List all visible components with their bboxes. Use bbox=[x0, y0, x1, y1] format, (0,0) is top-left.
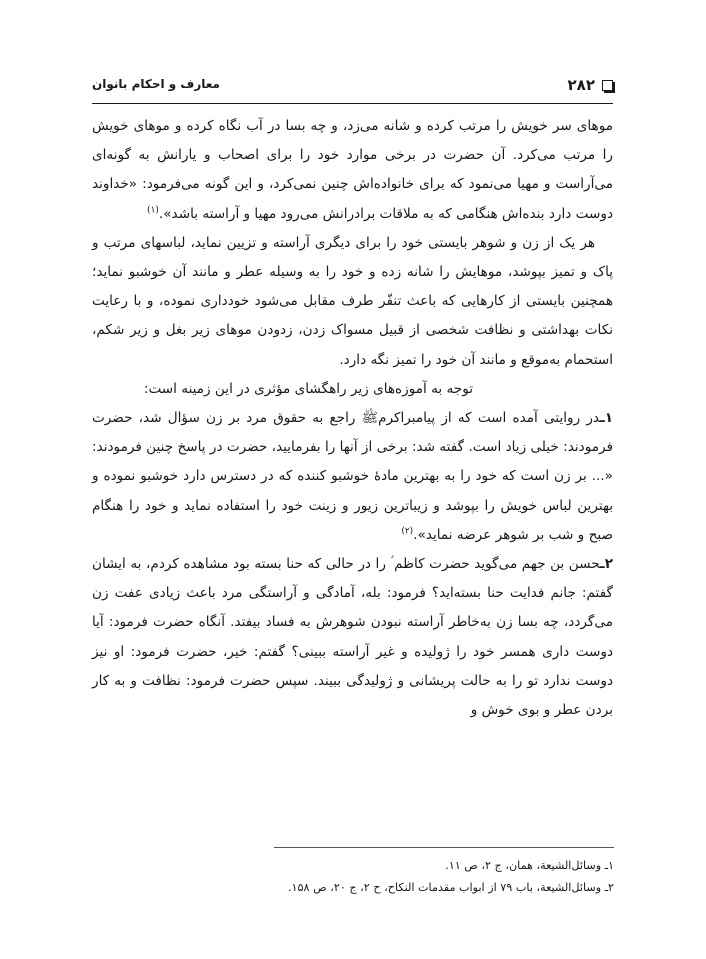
paragraph-item-2: ۲ـحسن بن جهم می‌گوید حضرت کاظم ؑ را در حالی که حنا بسته بود مشاهده کردم، به ایشان گفتم: جانم فدایت حنا بسته‌اید؟ فرمود: بله، آمادگی و آراستگی مرد باعث زیادی عفت زن می‌گردد، چه بسا زن به‌خاطر آراسته نبودن شوهرش به فساد بیفتد. آنگاه حضرت فرمود: آیا دوست داری همسر خود را ژولیده و غیر آراسته ببینی؟ گفتم: خیر، حضرت فرمود: او نیز دوست ندارد تو را به حالت پریشانی و ژولیدگی ببیند. سپس حضرت فرمود: نظافت و به کار بردن عطر و بوی خوش و bbox=[92, 556, 613, 719]
paragraph-item-1: ۱ـدر روایتی آمده است که از پیامبراکرمﷺ راجع به حقوق مرد بر زن سؤال شد، حضرت فرمودند: خیلی زیاد است. گفته شد: برخی از آنها را بفرمایید، حضرت در پاسخ چنین فرمودند: «... بر زن است که خود را به بهترین مادهٔ خوشبو کننده که در دسترس دارد خوشبو نموده و بهترین لباس خویش را بپوشد و زیباترین زیور و زینت خود را استفاده نماید و خود را هنگام صبح و شب بر شوهر عرضه نماید».$^{(۲)}$ bbox=[92, 410, 613, 543]
footnote-1: ۱ـ وسائل‌الشیعة، همان، ج ۲، ص ۱۱. bbox=[445, 859, 614, 872]
footnote-ref-2: (۲) bbox=[401, 526, 414, 537]
main-text bbox=[92, 112, 613, 725]
footnote-ref-1: (۱) bbox=[147, 205, 159, 216]
square-bullet-icon bbox=[602, 80, 613, 91]
footnote-divider bbox=[274, 847, 614, 848]
item-number-2: ۲ـ bbox=[600, 556, 613, 573]
footnote-2: ۲ـ وسائل‌الشیعة، باب ۷۹ از ابواب مقدمات النکاح، ح ۲، ج ۲۰، ص ۱۵۸. bbox=[287, 881, 614, 894]
item-number-1: ۱ـ bbox=[600, 410, 613, 427]
paragraph-1: موهای سر خویش را مرتب کرده و شانه می‌زد، و چه بسا در آب نگاه کرده و موهای خویش را مرتب می‌کرد. آن حضرت در برخی موارد خود را برای اصحاب و یارانش به گونه‌ای می‌آراست و مهیا می‌نمود که برای خانواده‌اش چنین نمی‌کرد، و این گونه می‌فرمود: «خداوند دوست دارد بنده‌اش هنگامی که به ملاقات برادرانش می‌رود مهیا و آراسته باشد».$^{(۱)}$ bbox=[92, 118, 613, 222]
page-number bbox=[568, 76, 613, 94]
paragraph-2: هر یک از زن و شوهر بایستی خود را برای دیگری آراسته و تزیین نماید، لباسهای مرتب و پاک و تمیز بپوشد، موهایش را شانه زده و خود را به وسیله عطر و مانند آن خوشبو نماید؛ همچنین بایستی از کارهایی که باعث تنفّر طرف مقابل می‌شود خودداری نموده، و با رعایت نکات بهداشتی و نظافت شخصی از قبیل مسواک زدن، زدودن موهای زیر بغل و زیر شکم، استحمام به‌موقع و مانند آن خود را تمیز نگه دارد. bbox=[92, 234, 613, 368]
footnotes bbox=[93, 855, 614, 899]
page-number-text: ۲۸۲ bbox=[567, 76, 595, 94]
header-divider bbox=[92, 103, 613, 104]
book-title: معارف و احکام بانوان bbox=[92, 77, 220, 91]
paragraph-intro: توجه به آموزه‌های زیر راهگشای مؤثری در این زمینه است: bbox=[143, 380, 473, 397]
running-header bbox=[92, 76, 613, 98]
